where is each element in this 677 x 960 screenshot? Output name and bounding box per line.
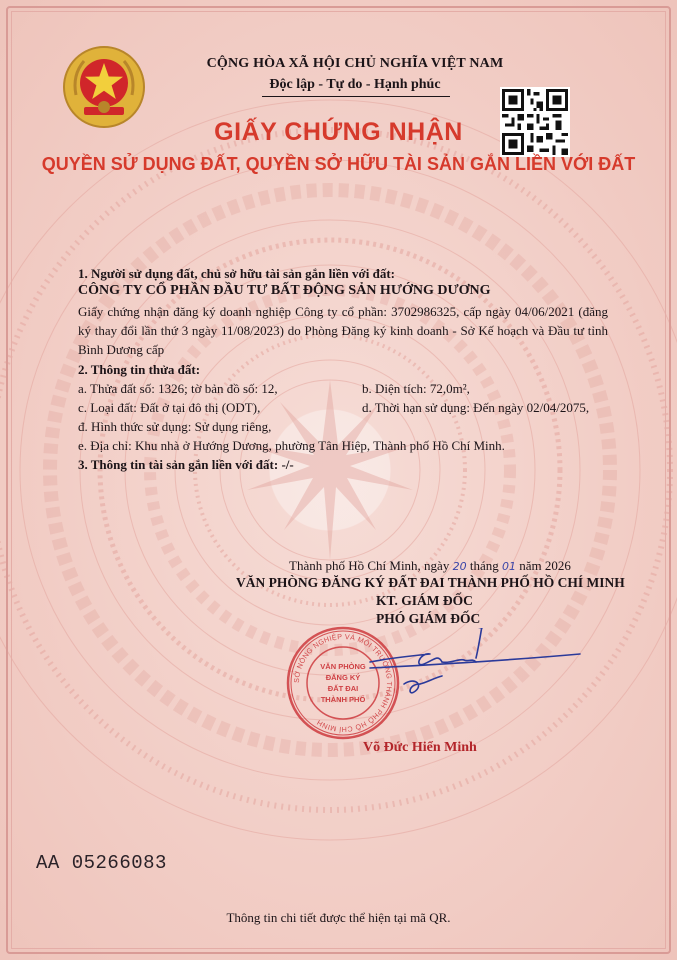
seal-center-line: VĂN PHÒNG	[320, 662, 366, 671]
document-subtitle: QUYỀN SỬ DỤNG ĐẤT, QUYỀN SỞ HỮU TÀI SẢN GẮN LIỀN VỚI ĐẤT	[41, 154, 636, 174]
handwritten-signature	[350, 628, 590, 718]
issue-day: 20	[452, 560, 467, 573]
motto-underline	[262, 96, 450, 97]
seal-ring-text: SỞ NÔNG NGHIỆP VÀ MÔI TRƯỜNG THÀNH PHỐ HỒ CHÍ MINH	[291, 631, 395, 735]
on-behalf-of-director: KT. GIÁM ĐỐC	[376, 593, 473, 608]
issue-place: Thành phố Hồ Chí Minh, ngày	[289, 558, 450, 573]
qr-footer-note: Thông tin chi tiết được thể hiện tại mã QR.	[226, 910, 451, 925]
signer-position: PHÓ GIÁM ĐỐC	[376, 611, 481, 626]
nation-name: CỘNG HÒA XÃ HỘI CHỦ NGHĨA VIỆT NAM	[206, 56, 504, 71]
section-2-heading: 2. Thông tin thửa đất:	[78, 362, 201, 377]
seal-center-line: ĐẤT ĐAI	[327, 684, 359, 693]
month-word: tháng	[469, 558, 499, 573]
seal-center-line: ĐĂNG KÝ	[325, 673, 361, 682]
parcel-number: a. Thửa đất số: 1326; tờ bản đồ số: 12,	[78, 381, 278, 396]
seal-center-line: THÀNH PHỐ	[320, 695, 366, 704]
parcel-address: e. Địa chỉ: Khu nhà ở Hướng Dương, phường Tân Hiệp, Thành phố Hồ Chí Minh.	[78, 438, 505, 453]
parcel-area: b. Diện tích: 72,0m²,	[362, 381, 470, 396]
usage-form: đ. Hình thức sử dụng: Sử dụng riêng,	[78, 419, 272, 434]
issue-date-line	[289, 558, 571, 574]
national-motto: Độc lập - Tự do - Hạnh phúc	[269, 77, 441, 92]
issue-month: 01	[501, 560, 516, 573]
owner-name: CÔNG TY CỔ PHẦN ĐẦU TƯ BẤT ĐỘNG SẢN HƯỚNG DƯƠNG	[78, 283, 491, 298]
certificate-serial-number: AA 05266083	[36, 852, 167, 874]
national-emblem-icon	[62, 45, 146, 129]
signer-name: Võ Đức Hiển Minh	[363, 740, 477, 755]
land-type: c. Loại đất: Đất ở tại đô thị (ODT),	[78, 400, 261, 415]
issuing-office: VĂN PHÒNG ĐĂNG KÝ ĐẤT ĐAI THÀNH PHỐ HỒ CHÍ MINH	[236, 575, 625, 590]
business-registration-text: Giấy chứng nhận đăng ký doanh nghiệp Công ty cổ phần: 3702986325, cấp ngày 04/06/2021 (đăng ký thay đổi lần thứ 3 ngày 11/08/2023) do Phòng Đăng ký kinh doanh - Sở Kế hoạch và Đầu tư tỉnh Bình Dương cấp	[78, 304, 608, 357]
section-3-heading: 3. Thông tin tài sản gắn liền với đất: -/-	[78, 457, 294, 472]
issue-year: năm 2026	[519, 558, 571, 573]
section-1-heading: 1. Người sử dụng đất, chủ sở hữu tài sản gắn liền với đất:	[78, 266, 395, 281]
usage-term: d. Thời hạn sử dụng: Đến ngày 02/04/2075,	[362, 400, 590, 415]
document-title: GIẤY CHỨNG NHẬN	[214, 118, 463, 146]
